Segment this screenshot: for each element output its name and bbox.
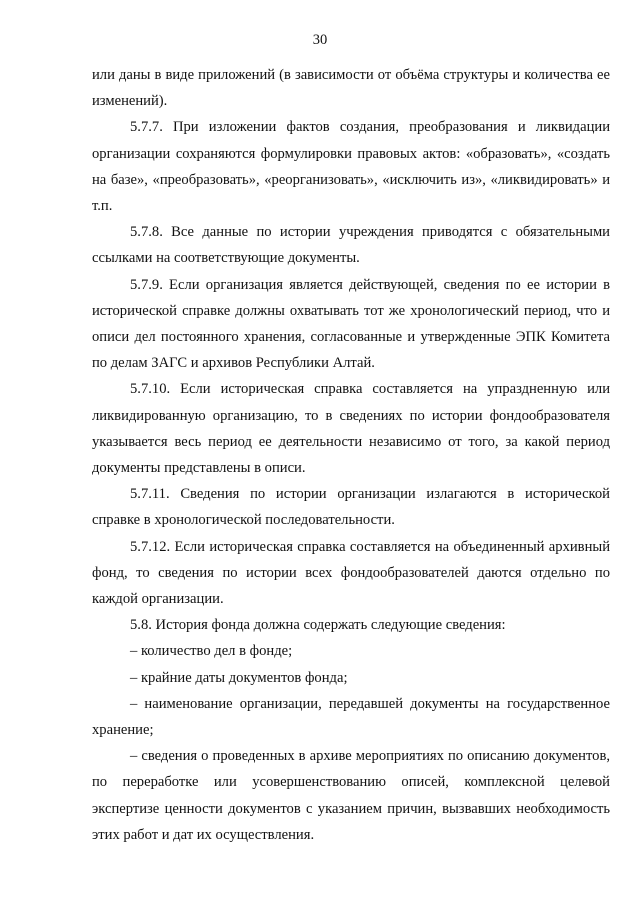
paragraph-5-8: 5.8. История фонда должна содержать следующие сведения: [130, 617, 506, 634]
list-item-case-count: – количество дел в фонде; [130, 643, 293, 660]
paragraph-5-7-8: 5.7.8. Все данные по истории учреждения приводятся с обязательными ссылками на соответствующие документы. [92, 224, 610, 267]
list-item-date-range: – крайние даты документов фонда; [130, 669, 348, 686]
document-body [92, 62, 610, 848]
paragraph-5-7-7: 5.7.7. При изложении фактов создания, преобразования и ликвидации организации сохраняются формулировки правовых актов: «образовать», «создать на базе», «преобразовать», «реорганизовать», «исключить из», «ликвидировать» и т.п. [92, 119, 610, 215]
list-item-archive-activities: – сведения о проведенных в архиве мероприятиях по описанию документов, по переработке или усовершенствованию описей, комплексной целевой экспертизе ценности документов с указанием причин, вызвавших необходимость этих работ и дат их осуществления. [92, 748, 610, 843]
paragraph-5-7-12: 5.7.12. Если историческая справка составляется на объединенный архивный фонд, то сведения по истории всех фондообразователей даются отдельно по каждой организации. [92, 538, 610, 608]
paragraph-continuation: или даны в виде приложений (в зависимости от объёма структуры и количества ее изменений). [92, 67, 610, 110]
list-item-transferring-organization: – наименование организации, передавшей документы на государственное хранение; [92, 695, 610, 739]
paragraph-5-7-11: 5.7.11. Сведения по истории организации излагаются в исторической справке в хронологической последовательности. [92, 486, 610, 529]
page-number: 30 [312, 32, 328, 48]
paragraph-5-7-9: 5.7.9. Если организация является действующей, сведения по ее истории в исторической справке должны охватывать тот же хронологический период, что и описи дел постоянного хранения, согласованные и утвержденные ЭПК Комитета по делам ЗАГС и архивов Республики Алтай. [92, 276, 610, 372]
paragraph-5-7-10: 5.7.10. Если историческая справка составляется на упраздненную или ликвидированную организацию, то в сведениях по истории фондообразователя указывается весь период ее деятельности независимо от того, за какой период документы представлены в описи. [92, 381, 610, 477]
